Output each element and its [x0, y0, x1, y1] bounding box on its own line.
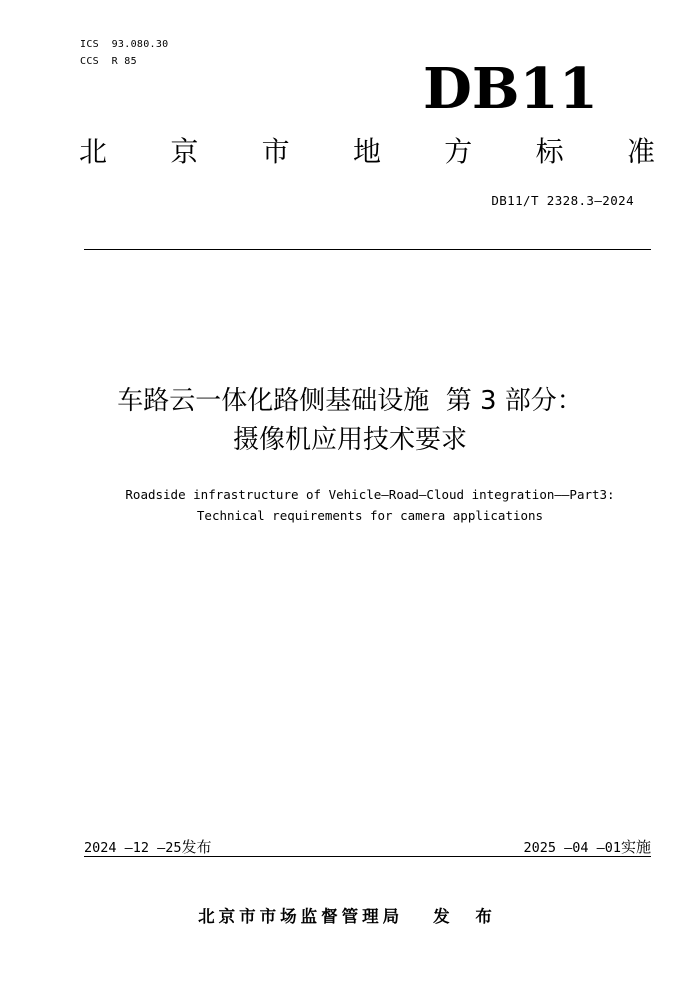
issue-date: 2024 —12 —25 — [84, 840, 182, 856]
title-cn-line: 车路云一体化路侧基础设施 第 3 部分： — [117, 386, 583, 416]
implement-date: 2025 —04 —01 — [523, 840, 621, 856]
standard-type-char: 市 — [261, 135, 290, 168]
standard-type-char: 京 — [170, 135, 199, 168]
publisher-org: 北京市市场监督管理局 — [198, 907, 404, 926]
document-title-en — [0, 484, 700, 526]
standard-type-char: 准 — [626, 135, 655, 168]
standard-type-char: 北 — [78, 135, 107, 168]
implement-label: 实施 — [620, 838, 651, 856]
standard-type-char: 标 — [535, 135, 564, 168]
title-en-line: Roadside infrastructure of Vehicle—Road—Cloud integration——Part3: — [125, 487, 615, 502]
db11-logo — [420, 56, 620, 118]
header-divider — [84, 249, 651, 250]
title-en-line: Technical requirements for camera applications — [196, 508, 544, 523]
standard-number: DB11/T 2328.3—2024 — [491, 193, 634, 208]
footer-divider — [84, 856, 651, 857]
standard-type-char: 方 — [444, 135, 473, 168]
publisher-line — [0, 903, 700, 927]
title-cn-line: 摄像机应用技术要求 — [232, 425, 467, 455]
db11-logo-text: DB11 — [423, 56, 598, 118]
issue-label: 发布 — [181, 838, 212, 856]
standard-type-char: 地 — [352, 135, 381, 168]
document-title-cn — [0, 382, 700, 460]
implement-date-block — [523, 836, 651, 857]
standard-type-title — [78, 134, 656, 170]
classification-codes — [80, 36, 169, 70]
issue-date-block — [84, 836, 212, 857]
ics-code: ICS 93.080.30 — [80, 39, 169, 50]
publisher-action: 发 布 — [433, 907, 502, 926]
ccs-code: CCS R 85 — [80, 56, 137, 67]
